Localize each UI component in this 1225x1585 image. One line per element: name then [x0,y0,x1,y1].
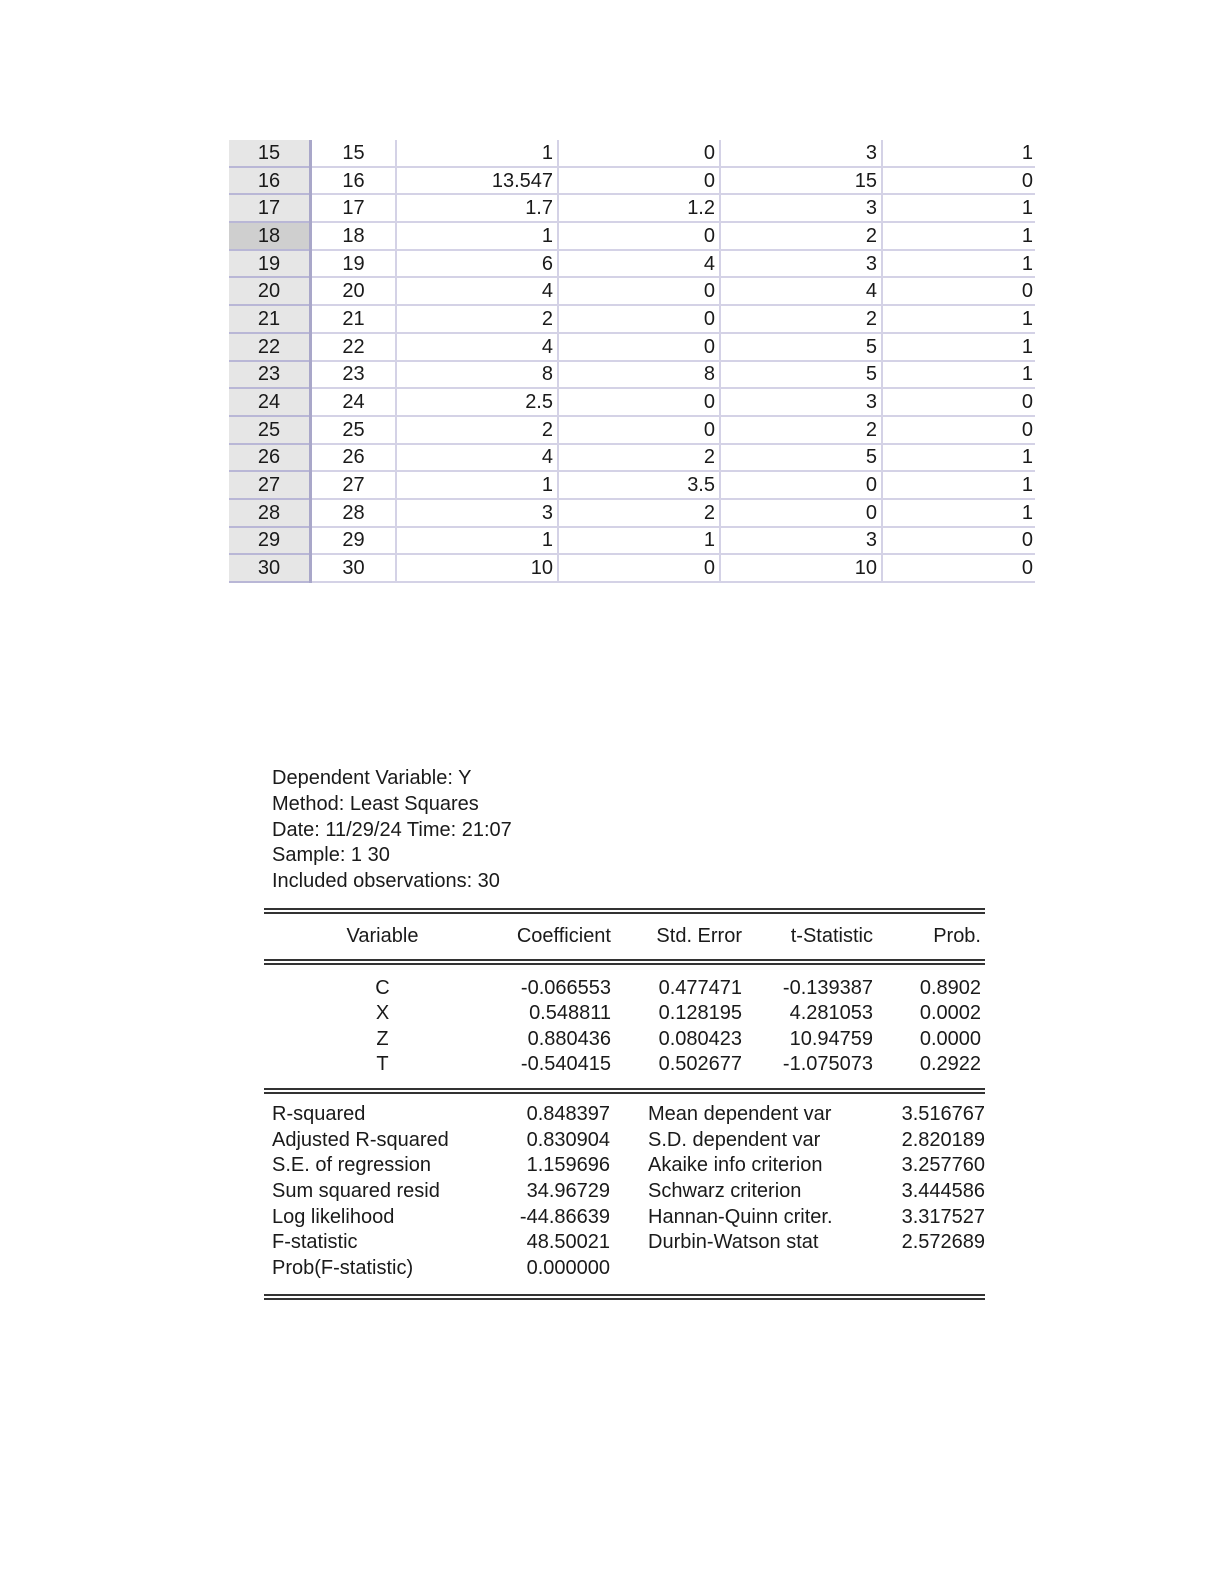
cell-y[interactable]: 6 [396,250,558,278]
cell-x[interactable]: 1.2 [558,194,720,222]
cell-x[interactable]: 2 [558,444,720,472]
row-header[interactable]: 23 [229,361,311,389]
obs-cell[interactable]: 15 [311,140,397,167]
obs-cell[interactable]: 22 [311,333,397,361]
table-row [229,527,1035,555]
cell-y[interactable]: 1 [396,140,558,167]
stat-value [859,1256,985,1282]
stat-label: Prob(F-statistic) [272,1257,414,1280]
cell-x[interactable]: 0 [558,554,720,582]
coefficient-value: 0.880436 [527,1027,611,1050]
cell-x[interactable]: 0 [558,333,720,361]
cell-x[interactable]: 0 [558,140,720,167]
variable-name: Z [376,1027,389,1050]
table-row [229,471,1035,499]
obs-cell[interactable]: 30 [311,554,397,582]
cell-y[interactable]: 3 [396,499,558,527]
row-header[interactable]: 16 [229,167,311,195]
cell-z[interactable]: 3 [720,194,882,222]
stat-value: 0.848397 [526,1102,610,1125]
table-row [229,277,1035,305]
cell-x[interactable]: 0 [558,222,720,250]
coefficient-row [264,976,985,1002]
cell-t[interactable]: 1 [882,333,1035,361]
col-coefficient: Coefficient [516,924,611,947]
dependent-variable-line: Dependent Variable: Y [272,767,472,789]
coefficient-table [264,965,985,1088]
cell-y[interactable]: 2 [396,416,558,444]
table-row [229,554,1035,582]
cell-x[interactable]: 0 [558,416,720,444]
cell-y[interactable]: 4 [396,444,558,472]
col-variable: Variable [346,924,419,947]
row-header[interactable]: 19 [229,250,311,278]
regression-output [264,766,985,1300]
row-header[interactable]: 22 [229,333,311,361]
obs-cell[interactable]: 23 [311,361,397,389]
cell-t[interactable]: 1 [882,222,1035,250]
cell-x[interactable]: 0 [558,305,720,333]
stat-label [610,1256,859,1282]
stat-label: Schwarz criterion [648,1180,802,1203]
cell-z[interactable]: 3 [720,388,882,416]
stat-value: -44.86639 [519,1205,610,1228]
table-row [229,305,1035,333]
stat-label: S.E. of regression [272,1154,431,1177]
stat-label: Durbin-Watson stat [648,1231,819,1254]
variable-name: C [375,976,390,999]
cell-z[interactable]: 2 [720,222,882,250]
cell-t[interactable]: 1 [882,250,1035,278]
stat-row [264,1128,985,1154]
cell-z[interactable]: 10 [720,554,882,582]
obs-cell[interactable]: 16 [311,167,397,195]
cell-z[interactable]: 0 [720,499,882,527]
obs-cell[interactable]: 19 [311,250,397,278]
stat-value: 0.000000 [526,1257,610,1280]
cell-x[interactable]: 8 [558,361,720,389]
cell-t[interactable]: 0 [882,554,1035,582]
cell-z[interactable]: 5 [720,444,882,472]
cell-y[interactable]: 2 [396,305,558,333]
sample-line: Sample: 1 30 [272,844,390,867]
coefficient-value: 0.548811 [529,1002,611,1025]
cell-z[interactable]: 4 [720,277,882,305]
cell-y[interactable]: 10 [396,554,558,582]
t-statistic-value: 4.281053 [789,1002,873,1025]
stat-value: 3.516767 [901,1102,985,1125]
stat-value: 48.50021 [526,1231,610,1254]
cell-y[interactable]: 4 [396,333,558,361]
table-row [229,140,1035,167]
regression-header [264,766,985,895]
cell-t[interactable]: 1 [882,305,1035,333]
row-header[interactable]: 17 [229,194,311,222]
cell-z[interactable]: 2 [720,416,882,444]
std-error-value: 0.128195 [658,1002,742,1025]
stat-label: Log likelihood [272,1205,395,1228]
spreadsheet-body [229,140,1035,582]
cell-x[interactable]: 2 [558,499,720,527]
obs-cell[interactable]: 24 [311,388,397,416]
stat-label: Mean dependent var [648,1102,832,1125]
cell-z[interactable]: 2 [720,305,882,333]
stat-label: Hannan-Quinn criter. [648,1205,833,1228]
cell-y[interactable]: 1 [396,222,558,250]
row-header[interactable]: 25 [229,416,311,444]
prob-value: 0.0002 [919,1002,981,1025]
cell-t[interactable]: 1 [882,194,1035,222]
t-statistic-value: 10.94759 [789,1027,873,1050]
stat-row [264,1153,985,1179]
cell-t[interactable]: 0 [882,388,1035,416]
obs-cell[interactable]: 26 [311,444,397,472]
stat-label: S.D. dependent var [648,1128,821,1151]
stat-row [264,1179,985,1205]
cell-t[interactable]: 0 [882,167,1035,195]
table-row [229,222,1035,250]
cell-y[interactable]: 1 [396,527,558,555]
cell-x[interactable]: 3.5 [558,471,720,499]
col-prob: Prob. [933,924,981,947]
cell-z[interactable]: 5 [720,361,882,389]
cell-t[interactable]: 1 [882,444,1035,472]
table-row [229,499,1035,527]
cell-t[interactable]: 1 [882,499,1035,527]
cell-t[interactable]: 0 [882,416,1035,444]
row-header[interactable]: 29 [229,527,311,555]
stat-value: 1.159696 [526,1154,610,1177]
stat-value: 3.317527 [901,1205,985,1228]
row-header[interactable]: 28 [229,499,311,527]
coefficient-row [264,1027,985,1053]
cell-t[interactable]: 1 [882,361,1035,389]
cell-t[interactable]: 0 [882,527,1035,555]
cell-y[interactable]: 13.547 [396,167,558,195]
variable-name: X [375,1002,390,1025]
coefficient-row [264,1052,985,1078]
stat-label: Adjusted R-squared [272,1128,449,1151]
cell-x[interactable]: 0 [558,167,720,195]
stat-label: Sum squared resid [272,1180,440,1203]
row-header[interactable]: 27 [229,471,311,499]
row-header[interactable]: 20 [229,277,311,305]
table-row [229,416,1035,444]
cell-z[interactable]: 3 [720,250,882,278]
stat-row [264,1205,985,1231]
summary-statistics [264,1094,985,1294]
double-rule-divider [264,1294,985,1300]
col-t-statistic: t-Statistic [790,924,873,947]
cell-y[interactable]: 8 [396,361,558,389]
stat-label: F-statistic [272,1231,358,1254]
stat-label: Akaike info criterion [648,1154,823,1177]
cell-z[interactable]: 15 [720,167,882,195]
cell-y[interactable]: 1 [396,471,558,499]
coefficient-row [264,1001,985,1027]
table-row [229,333,1035,361]
stat-row [264,1256,985,1282]
row-header[interactable]: 26 [229,444,311,472]
table-row [229,361,1035,389]
stat-value: 0.830904 [526,1128,610,1151]
row-header[interactable]: 15 [229,140,311,167]
row-header[interactable]: 24 [229,388,311,416]
cell-x[interactable]: 0 [558,388,720,416]
table-row [229,250,1035,278]
std-error-value: 0.080423 [658,1027,742,1050]
row-header[interactable]: 30 [229,554,311,582]
observations-line: Included observations: 30 [272,870,500,893]
cell-z[interactable]: 3 [720,140,882,167]
data-spreadsheet [229,140,1035,583]
col-std-error: Std. Error [656,924,742,947]
cell-y[interactable]: 1.7 [396,194,558,222]
row-header[interactable]: 21 [229,305,311,333]
table-row [229,167,1035,195]
cell-z[interactable]: 0 [720,471,882,499]
cell-t[interactable]: 1 [882,471,1035,499]
cell-z[interactable]: 5 [720,333,882,361]
t-statistic-value: -1.075073 [782,1053,873,1076]
cell-t[interactable]: 0 [882,277,1035,305]
prob-value: 0.8902 [919,976,981,999]
obs-cell[interactable]: 20 [311,277,397,305]
obs-cell[interactable]: 17 [311,194,397,222]
t-statistic-value: -0.139387 [782,976,873,999]
row-header[interactable]: 18 [229,222,311,250]
variable-name: T [376,1053,389,1076]
stat-label: R-squared [272,1102,366,1125]
table-row [229,388,1035,416]
obs-cell[interactable]: 27 [311,471,397,499]
stat-row [264,1102,985,1128]
cell-y[interactable]: 2.5 [396,388,558,416]
obs-cell[interactable]: 21 [311,305,397,333]
cell-z[interactable]: 3 [720,527,882,555]
method-line: Method: Least Squares [272,792,479,815]
table-row [229,194,1035,222]
prob-value: 0.2922 [919,1053,981,1076]
obs-cell[interactable]: 25 [311,416,397,444]
obs-cell[interactable]: 18 [311,222,397,250]
obs-cell[interactable]: 29 [311,527,397,555]
std-error-value: 0.502677 [658,1053,742,1076]
coefficient-column-headers [264,914,985,959]
stat-value: 2.572689 [901,1231,985,1254]
coefficient-value: -0.066553 [520,976,611,999]
cell-x[interactable]: 1 [558,527,720,555]
std-error-value: 0.477471 [658,976,742,999]
cell-x[interactable]: 0 [558,277,720,305]
stat-value: 34.96729 [526,1180,610,1203]
stat-value: 3.444586 [901,1180,985,1203]
coefficient-value: -0.540415 [520,1053,611,1076]
obs-cell[interactable]: 28 [311,499,397,527]
cell-y[interactable]: 4 [396,277,558,305]
stat-row [264,1230,985,1256]
stat-value: 3.257760 [901,1154,985,1177]
table-row [229,444,1035,472]
cell-t[interactable]: 1 [882,140,1035,167]
prob-value: 0.0000 [919,1027,981,1050]
datetime-line: Date: 11/29/24 Time: 21:07 [272,818,512,841]
stat-value: 2.820189 [901,1128,985,1151]
cell-x[interactable]: 4 [558,250,720,278]
